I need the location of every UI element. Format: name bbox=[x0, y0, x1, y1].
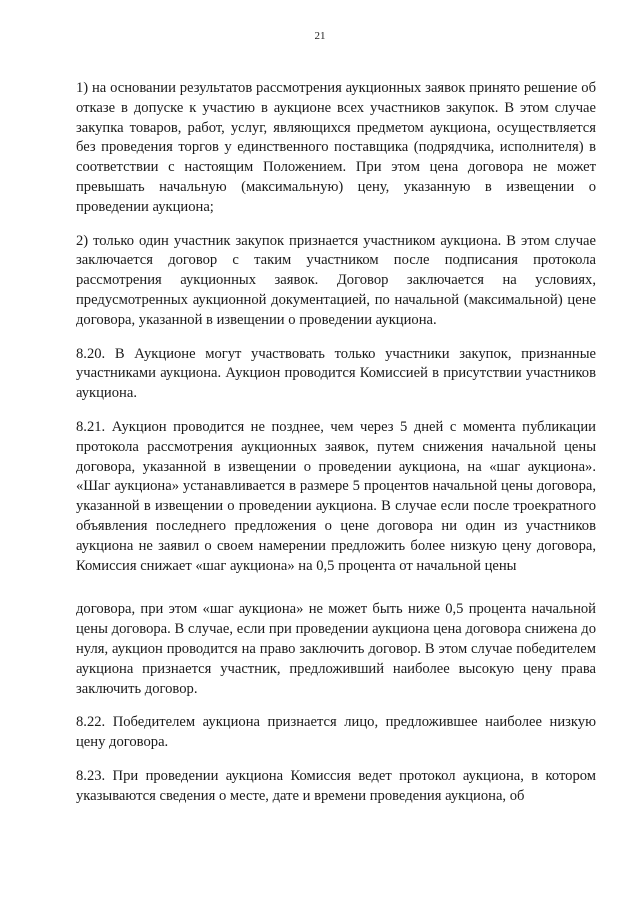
paragraph-8-20: 8.20. В Аукционе могут участвовать только участники закупок, признанные участниками аукциона. Аукцион проводится Комиссией в присутствии участников аукциона. bbox=[76, 345, 596, 402]
paragraph-clause-2: 2) только один участник закупок признается участником аукциона. В этом случае заключается договор с таким участником после подписания протокола рассмотрения аукционных заявок. Договор заключается на условиях, предусмотренных аукционной документацией, по начальной (максимальной) цене договора, указанной в извещении о проведении аукциона. bbox=[76, 232, 596, 328]
page-number: 21 bbox=[314, 30, 326, 42]
paragraph-clause-1: 1) на основании результатов рассмотрения аукционных заявок принято решение об отказе в допуске к участию в аукционе всех участников закупок. В этом случае закупка товаров, работ, услуг, являющихся предметом аукциона, осуществляется без проведения торгов у единственного поставщика (подрядчика, исполнителя) в соответствии с настоящим Положением. При этом цена договора не может превышать начальную (максимальную) цену, указанную в извещении о проведении аукциона; bbox=[76, 80, 596, 215]
paragraph-8-21: 8.21. Аукцион проводится не позднее, чем через 5 дней с момента публикации протокола рассмотрения аукционных заявок, путем снижения начальной цены договора, указанной в извещении о проведении аукциона, на «шаг аукциона». «Шаг аукциона» устанавливается в размере 5 процентов начальной цены договора, указанной в извещении о проведении аукциона. В случае если после троекратного объявления последнего предложения о цене договора ни один из участников аукциона не заявил о своем намерении предложить более низкую цену договора, Комиссия снижает «шаг аукциона» на 0,5 процента от начальной цены bbox=[76, 418, 596, 574]
paragraph-8-22: 8.22. Победителем аукциона признается лицо, предложившее наиболее низкую цену договора. bbox=[76, 714, 596, 751]
paragraph-8-21-continued: договора, при этом «шаг аукциона» не может быть ниже 0,5 процента начальной цены договора. В случае, если при проведении аукциона цена договора снижена до нуля, аукцион проводится на право заключить договор. В этом случае победителем аукциона признается участник, предложивший наиболее высокую цену права заключить договор. bbox=[76, 601, 596, 697]
document-body bbox=[76, 79, 596, 821]
paragraph-8-23: 8.23. При проведении аукциона Комиссия ведет протокол аукциона, в котором указываются сведения о месте, дате и времени проведения аукциона, об bbox=[76, 767, 596, 804]
